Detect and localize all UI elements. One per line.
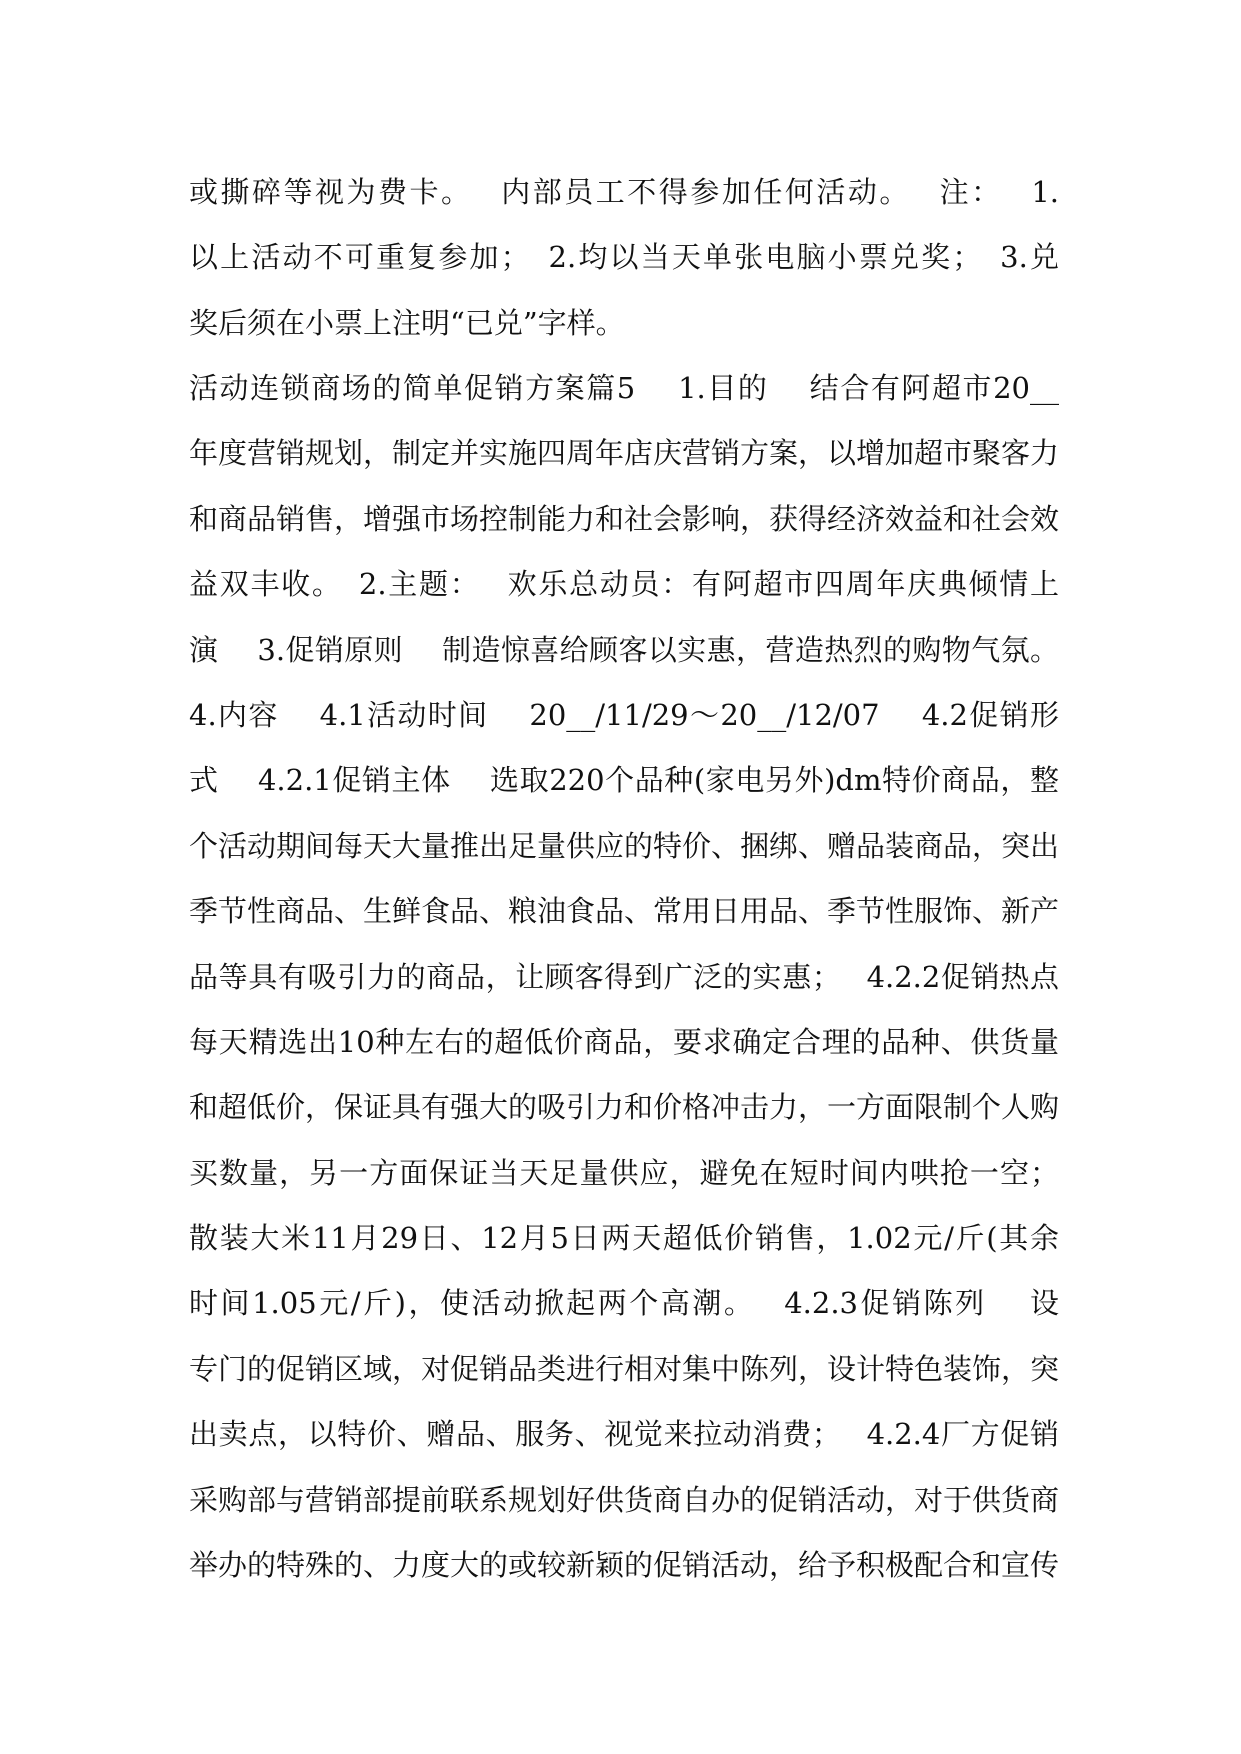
paragraph-notes [189, 160, 1059, 356]
text-line: 出卖点，以特价、赠品、服务、视觉来拉动消费； 4.2.4厂方促销 [189, 1417, 1059, 1452]
text-line: 每天精选出10种左右的超低价商品，要求确定合理的品种、供货量 [189, 1024, 1059, 1059]
text-line: 以上活动不可重复参加； 2.均以当天单张电脑小票兑奖； 3.兑 [189, 240, 1059, 275]
text-line: 4.内容 4.1活动时间 20__/11/29～20__/12/07 4.2促销形 [189, 697, 1059, 732]
text-line: 演 3.促销原则 制造惊喜给顾客以实惠，营造热烈的购物气氛。 [189, 632, 1059, 667]
text-line: 年度营销规划，制定并实施四周年店庆营销方案，以增加超市聚客力 [189, 436, 1059, 471]
text-line: 品等具有吸引力的商品，让顾客得到广泛的实惠； 4.2.2促销热点 [189, 959, 1059, 994]
text-line: 式 4.2.1促销主体 选取220个品种(家电另外)dm特价商品，整 [189, 763, 1059, 798]
text-line: 个活动期间每天大量推出足量供应的特价、捆绑、赠品装商品，突出 [189, 828, 1059, 863]
text-line: 活动连锁商场的简单促销方案篇5 1.目的 结合有阿超市20__ [189, 371, 1059, 405]
text-line: 季节性商品、生鲜食品、粮油食品、常用日用品、季节性服饰、新产 [189, 894, 1059, 929]
text-line: 和超低价，保证具有强大的吸引力和价格冲击力，一方面限制个人购 [189, 1090, 1059, 1125]
text-line: 举办的特殊的、力度大的或较新颖的促销活动，给予积极配合和宣传 [189, 1548, 1059, 1583]
text-line: 奖后须在小票上注明“已兑”字样。 [189, 305, 625, 340]
text-line: 采购部与营销部提前联系规划好供货商自办的促销活动，对于供货商 [189, 1482, 1059, 1517]
text-line: 或撕碎等视为费卡。 内部员工不得参加任何活动。 注： 1. [189, 175, 1059, 209]
paragraph-promotion-plan-5 [189, 356, 1059, 1598]
text-line: 益双丰收。 2.主题： 欢乐总动员：有阿超市四周年庆典倾情上 [189, 567, 1059, 602]
text-line: 专门的促销区域，对促销品类进行相对集中陈列，设计特色装饰，突 [189, 1351, 1059, 1386]
text-line: 和商品销售，增强市场控制能力和社会影响，获得经济效益和社会效 [189, 501, 1059, 536]
text-line: 时间1.05元/斤)，使活动掀起两个高潮。 4.2.3促销陈列 设 [189, 1286, 1059, 1321]
text-line: 散装大米11月29日、12月5日两天超低价销售，1.02元/斤(其余 [189, 1221, 1059, 1256]
text-line: 买数量，另一方面保证当天足量供应，避免在短时间内哄抢一空； [189, 1155, 1059, 1190]
